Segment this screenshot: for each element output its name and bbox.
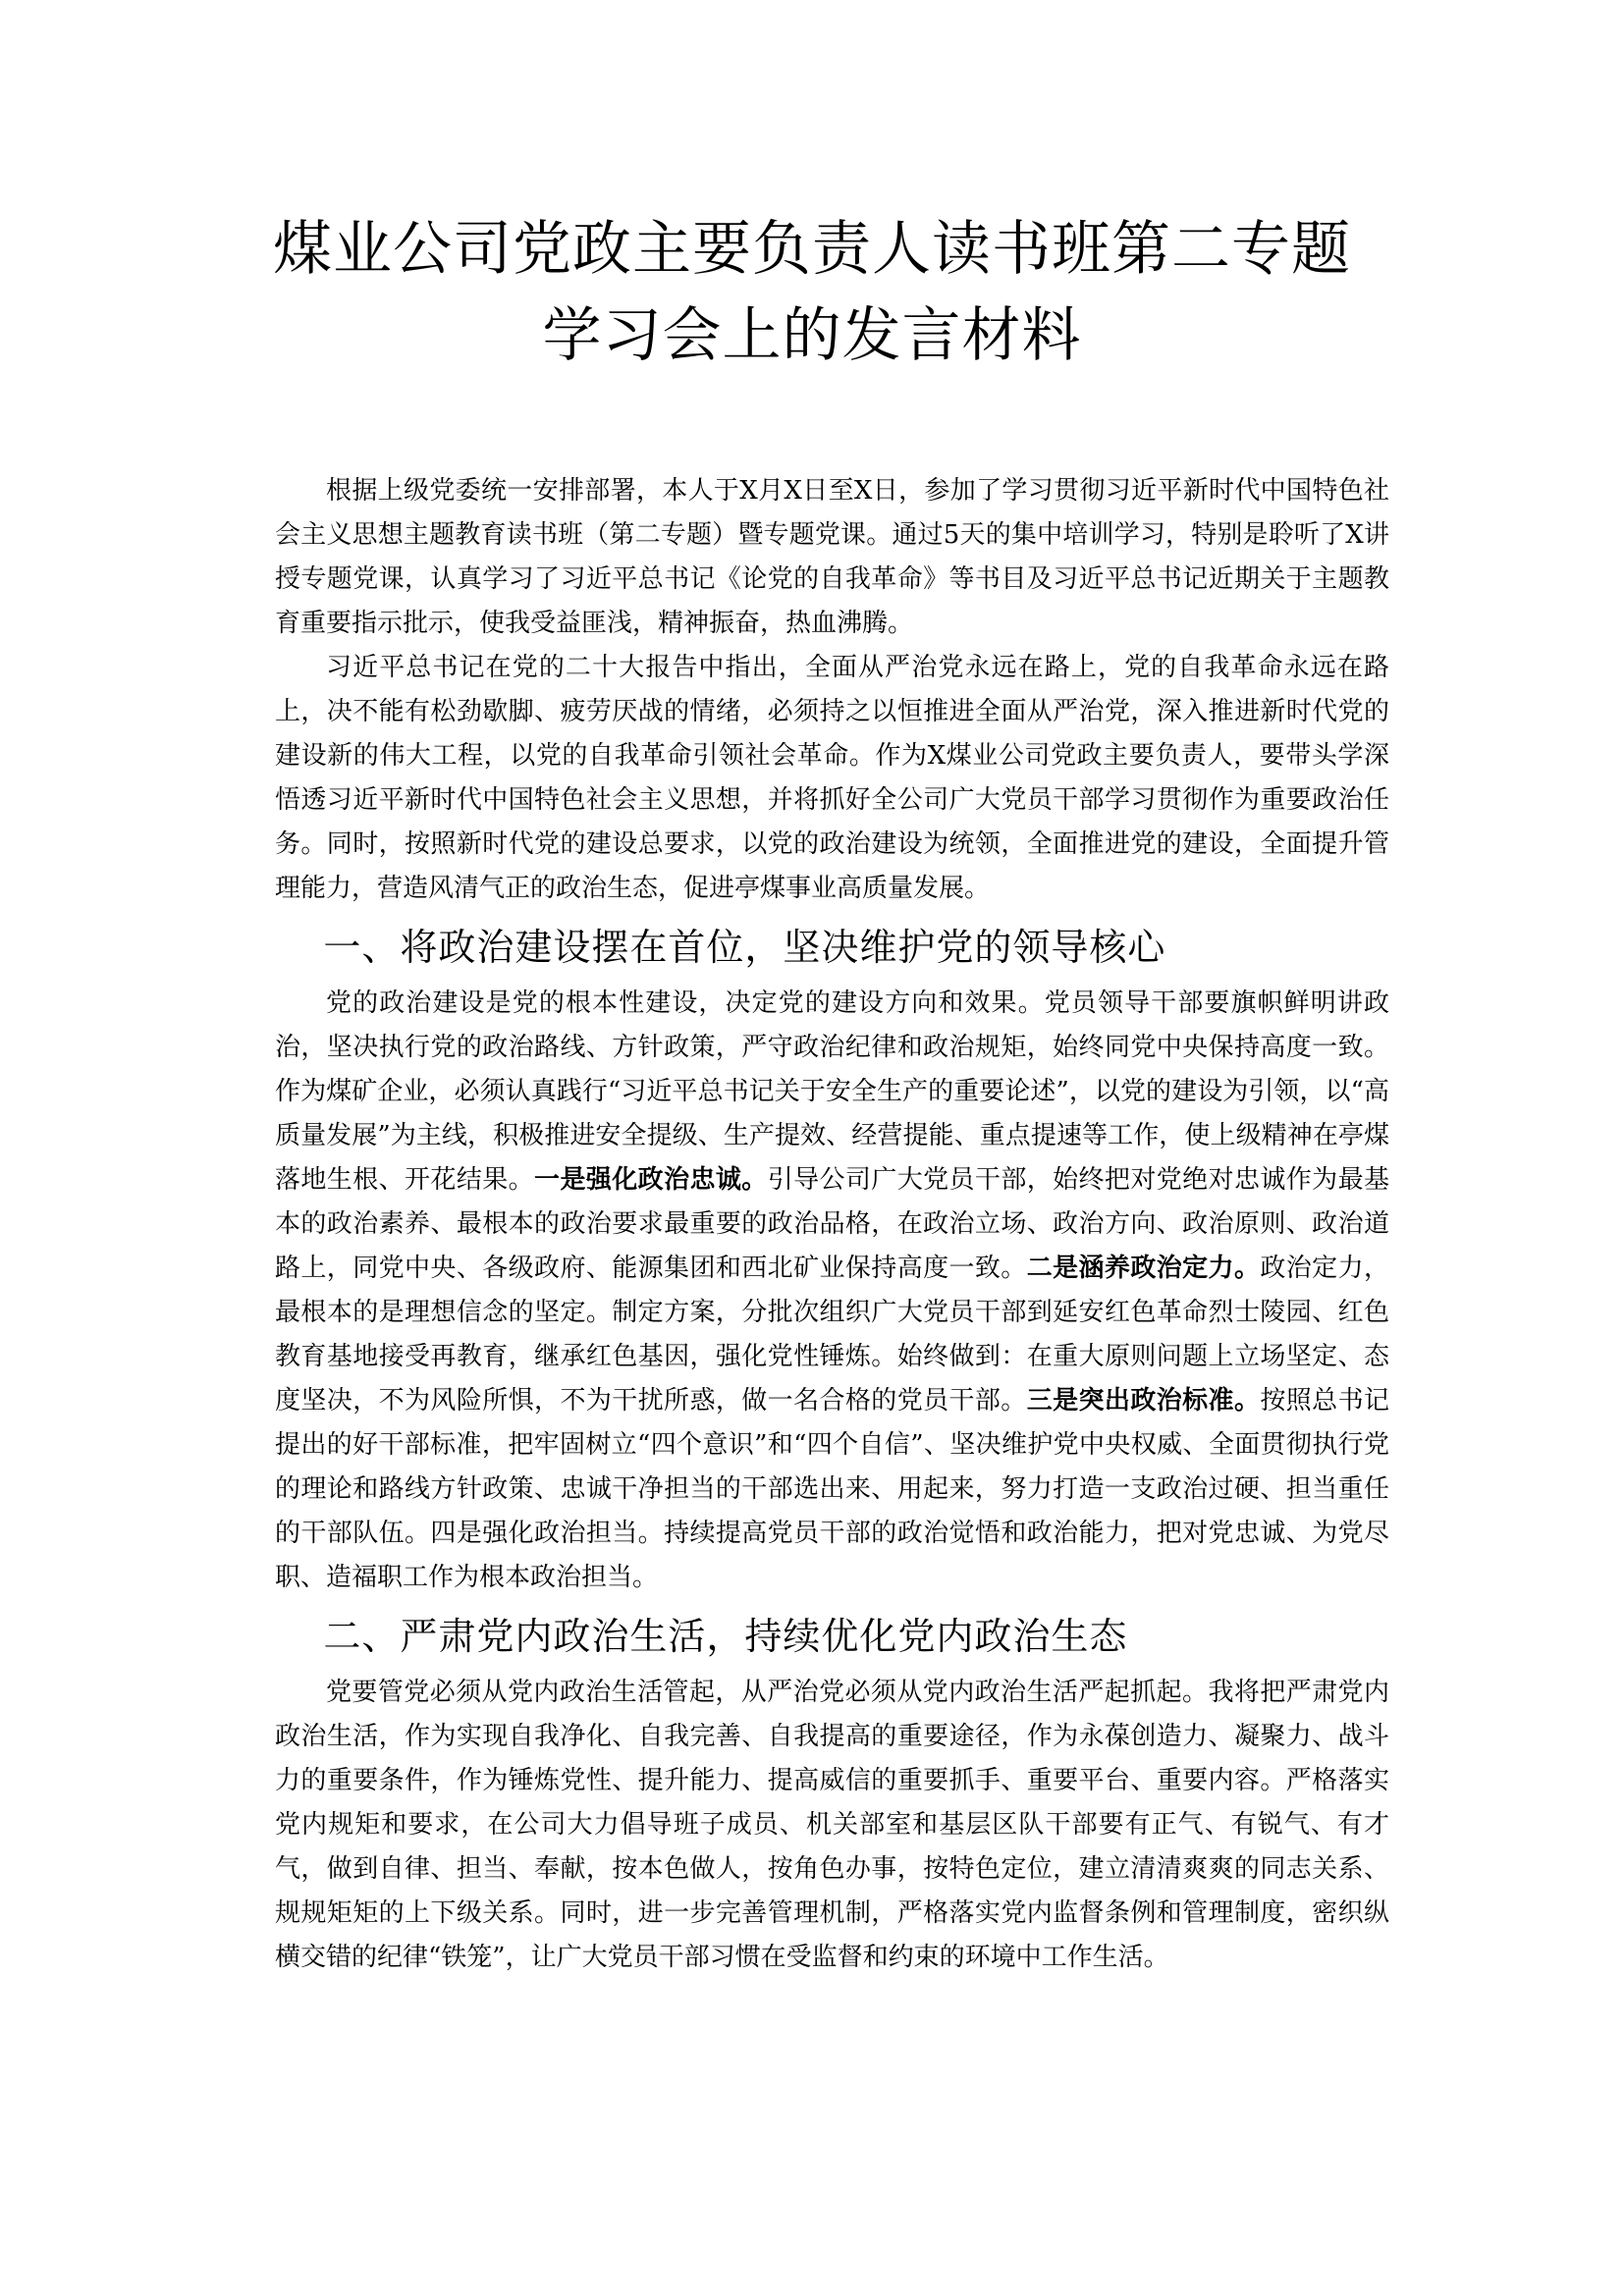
section-1-bold-point-3: 三是突出政治标准。 [1026, 1386, 1261, 1415]
section-1-text-c: 政治定力，最根本的是理想信念的坚定。制定方案，分批次组织广大党员干部到延安红色革命烈士陵园、红色教育基地接受再教育，继承红色基因，强化党性锤炼。始终做到：在重大原则问题上立场坚定、态度坚决，不为风险所惧，不为干扰所惑，做一名合格的党员干部。 [275, 1254, 1389, 1415]
section-2-paragraph: 党要管党必须从党内政治生活管起，从严治党必须从党内政治生活严起抓起。我将把严肃党内政治生活，作为实现自我净化、自我完善、自我提高的重要途径，作为永葆创造力、凝聚力、战斗力的重要条件，作为锤炼党性、提升能力、提高威信的重要抓手、重要平台、重要内容。严格落实党内规矩和要求，在公司大力倡导班子成员、机关部室和基层区队干部要有正气、有锐气、有才气，做到自律、担当、奉献，按本色做人，按角色办事，按特色定位，建立清清爽爽的同志关系、规规矩矩的上下级关系。同时，进一步完善管理机制，严格落实党内监督条例和管理制度，密织纵横交错的纪律“铁笼”，让广大党员干部习惯在受监督和约束的环境中工作生活。 [275, 1678, 1389, 1972]
section-1-text-b: 引导公司广大党员干部，始终把对党绝对忠诚作为最基本的政治素养、最根本的政治要求最重要的政治品格，在政治立场、政治方向、政治原则、政治道路上，同党中央、各级政府、能源集团和西北矿业保持高度一致。 [275, 1165, 1389, 1283]
section-1-bold-point-1: 一是强化政治忠诚。 [534, 1165, 768, 1195]
document-title [226, 206, 1398, 379]
section-1-heading: 一、将政治建设摆在首位，坚决维护党的领导核心 [323, 926, 1166, 969]
section-2-heading: 二、严肃党内政治生活，持续优化党内政治生态 [323, 1615, 1128, 1658]
intro-paragraph-1: 根据上级党委统一安排部署，本人于X月X日至X日，参加了学习贯彻习近平新时代中国特色社会主义思想主题教育读书班（第二专题）暨专题党课。通过5天的集中培训学习，特别是聆听了X讲授专题党课，认真学习了习近平总书记《论党的自我革命》等书目及习近平总书记近期关于主题教育重要指示批示，使我受益匪浅，精神振奋，热血沸腾。 [275, 476, 1389, 638]
section-1-text-a: 党的政治建设是党的根本性建设，决定党的建设方向和效果。党员领导干部要旗帜鲜明讲政治，坚决执行党的政治路线、方针政策，严守政治纪律和政治规矩，始终同党中央保持高度一致。作为煤矿企业，必须认真践行“习近平总书记关于安全生产的重要论述”，以党的建设为引领，以“高质量发展”为主线，积极推进安全提级、生产提效、经营提能、重点提速等工作，使上级精神在亭煤落地生根、开花结果。 [275, 988, 1389, 1195]
title-line-1: 煤业公司党政主要负责人读书班第二专题 [273, 215, 1351, 284]
intro-paragraph-2: 习近平总书记在党的二十大报告中指出，全面从严治党永远在路上，党的自我革命永远在路上，决不能有松劲歇脚、疲劳厌战的情绪，必须持之以恒推进全面从严治党，深入推进新时代党的建设新的伟大工程，以党的自我革命引领社会革命。作为X煤业公司党政主要负责人，要带头学深悟透习近平新时代中国特色社会主义思想，并将抓好全公司广大党员干部学习贯彻作为重要政治任务。同时，按照新时代党的建设总要求，以党的政治建设为统领，全面推进党的建设，全面提升管理能力，营造风清气正的政治生态，促进亭煤事业高质量发展。 [275, 653, 1389, 903]
section-1-paragraph [275, 982, 1389, 1600]
title-line-2: 学习会上的发言材料 [542, 301, 1082, 370]
document-body [275, 469, 1389, 1980]
section-1-bold-point-2: 二是涵养政治定力。 [1026, 1254, 1261, 1283]
section-1-text-d: 按照总书记提出的好干部标准，把牢固树立“四个意识”和“四个自信”、坚决维护党中央权威、全面贯彻执行党的理论和路线方针政策、忠诚干净担当的干部选出来、用起来，努力打造一支政治过硬、担当重任的干部队伍。四是强化政治担当。持续提高党员干部的政治觉悟和政治能力，把对党忠诚、为党尽职、造福职工作为根本政治担当。 [275, 1386, 1389, 1592]
